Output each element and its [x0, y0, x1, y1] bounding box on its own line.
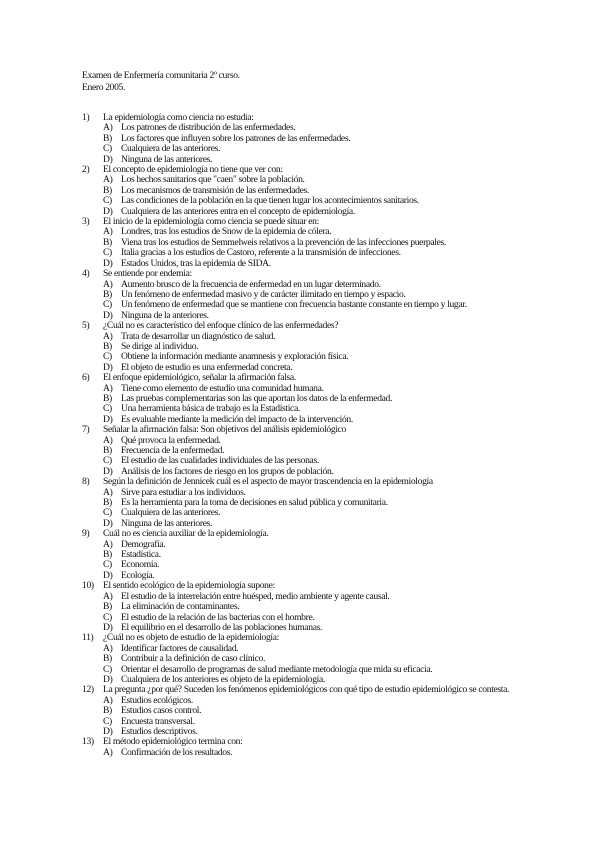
option-letter: A) — [103, 174, 113, 186]
option-letter: C) — [103, 143, 112, 155]
option-text: Estudios descriptivos. — [121, 725, 198, 737]
option-text: Contribuir a la definición de caso clínico. — [121, 653, 265, 665]
option-text: Estudios ecológicos. — [121, 694, 193, 706]
question-number: 12) — [82, 684, 94, 696]
option-letter: A) — [103, 538, 113, 550]
option-letter: C) — [103, 507, 112, 519]
option-letter: A) — [103, 642, 113, 654]
option-letter: C) — [103, 247, 112, 259]
question-text: El concepto de epidemiología no tiene que ver con: — [103, 164, 283, 176]
option-letter: B) — [103, 288, 112, 300]
question — [82, 217, 522, 269]
question — [82, 113, 522, 165]
option-letter: A) — [103, 278, 113, 290]
option-letter: B) — [103, 653, 112, 665]
option-text: Ninguna de las anteriores. — [121, 153, 213, 165]
option-letter: D) — [103, 569, 113, 581]
option-text: Trata de desarrollar un diagnóstico de salud. — [121, 330, 276, 342]
option-text: Confirmación de los resultados. — [121, 746, 233, 758]
option-letter: C) — [103, 299, 112, 311]
option-text: El objeto de estudio es una enfermedad concreta. — [121, 361, 293, 373]
question-number: 13) — [82, 736, 94, 748]
option-text: Los factores que influyen sobre los patrones de las enfermedades. — [121, 132, 351, 144]
question-text: Se entiende por endemia: — [103, 268, 192, 280]
option-text: Un fenómeno de enfermedad que se mantiene con frecuencia bastante constante en tiempo y lugar. — [121, 299, 467, 311]
question — [82, 581, 522, 633]
option-text: Aumento brusco de la frecuencia de enfermedad en un lugar determinado. — [121, 278, 381, 290]
option-letter: B) — [103, 445, 112, 456]
option-text: Viena tras los estudios de Semmelweis relativos a la prevención de las infecciones puerpales. — [121, 236, 446, 248]
question-text: El sentido ecológico de la epidemiología supone: — [103, 580, 275, 592]
option-text: Italia gracias a los estudios de Castoro, referente a la transmisión de infecciones. — [121, 247, 401, 259]
option-letter: D) — [103, 153, 113, 165]
option-letter: D) — [103, 621, 113, 633]
option-letter: C) — [103, 195, 112, 207]
question — [82, 373, 522, 425]
question-text: ¿Cuál no es característico del enfoque clínico de las enfermedades? — [103, 320, 339, 332]
option-letter: A) — [103, 226, 113, 238]
option-text: Londres, tras los estudios de Snow de la epidemia de cólera. — [121, 226, 332, 238]
exam-title: Examen de Enfermería comunitaria 2º curso. — [82, 70, 240, 81]
option-letter: D) — [103, 257, 113, 269]
question-number: 8) — [82, 476, 90, 488]
option-letter: D) — [103, 413, 113, 425]
option-letter: C) — [103, 559, 112, 571]
option-letter: C) — [103, 351, 112, 363]
option-text: Se dirige al individuo. — [121, 340, 199, 352]
option-text: Cualquiera de las anteriores. — [121, 143, 221, 155]
option-text: La eliminación de contaminantes. — [121, 601, 240, 613]
option-letter: B) — [103, 392, 112, 404]
option-letter: B) — [103, 549, 112, 561]
option-letter: C) — [103, 663, 112, 675]
question-number: 6) — [82, 372, 90, 384]
question-text: El enfoque epidemiológico, señalar la afirmación falsa. — [103, 372, 296, 384]
question-list — [82, 113, 522, 758]
option-letter: A) — [103, 590, 113, 602]
option-text: Las pruebas complementarias son las que aportan los datos de la enfermedad. — [121, 392, 393, 404]
option-text: Obtiene la información mediante anamnesis y exploración física. — [121, 351, 349, 363]
option-text: Orientar el desarrollo de programas de salud mediante metodología que mida su eficacia. — [121, 663, 433, 675]
question — [82, 321, 522, 373]
question — [82, 737, 522, 758]
option-text: Demografía. — [121, 538, 166, 550]
option-text: Qué provoca la enfermedad. — [121, 434, 221, 446]
option-letter: B) — [103, 340, 112, 352]
question-text: Señalar la afirmación falsa: Son objetivos del análisis epidemiológico — [103, 424, 346, 436]
option-text: Estados Unidos, tras la epidemia de SIDA. — [121, 257, 271, 269]
option-letter: B) — [103, 132, 112, 144]
exam-date: Enero 2005. — [82, 82, 126, 93]
question — [82, 633, 522, 685]
option-text: Frecuencia de la enfermedad. — [121, 445, 225, 456]
option-text: Es la herramienta para la toma de decisiones en salud pública y comunitaria. — [121, 497, 388, 509]
option-text: Estadística. — [121, 549, 161, 561]
question-text: La pregunta ¿por qué? Suceden los fenómenos epidemiológicos con qué tipo de estudio epidemiológico se contesta. — [103, 684, 510, 696]
option-letter: A) — [103, 434, 113, 446]
option-letter: B) — [103, 705, 112, 717]
option-letter: C) — [103, 611, 112, 623]
question-number: 9) — [82, 528, 90, 540]
option-letter: B) — [103, 184, 112, 196]
option-text: Los hechos sanitarios que "caen" sobre la población. — [121, 174, 305, 186]
option-text: Es evaluable mediante la medición del impacto de la intervención. — [121, 413, 353, 425]
question-number: 1) — [82, 112, 90, 123]
question — [82, 477, 522, 529]
option-text: Economía. — [121, 559, 160, 571]
option-text: Sirve para estudiar a los individuos. — [121, 486, 246, 498]
option-text: El equilibrio en el desarrollo de las poblaciones humanas. — [121, 621, 323, 633]
option-letter: D) — [103, 725, 113, 737]
option-text: Ninguna de la anteriores. — [121, 309, 209, 321]
option-text: Encuesta transversal. — [121, 715, 195, 727]
question — [82, 165, 522, 217]
option-letter: B) — [103, 497, 112, 509]
question-number: 11) — [82, 632, 94, 644]
option-letter: A) — [103, 330, 113, 342]
question-number: 2) — [82, 164, 90, 176]
answer-option — [103, 748, 522, 758]
option-letter: D) — [103, 673, 113, 685]
option-letter: D) — [103, 205, 113, 217]
question-number: 3) — [82, 216, 90, 228]
option-text: Las condiciones de la población en la que tienen lugar los acontecimientos sanitarios. — [121, 195, 419, 207]
option-text: Ninguna de las anteriores. — [121, 517, 213, 529]
question-number: 5) — [82, 320, 90, 332]
question-number: 7) — [82, 424, 90, 436]
option-text: El estudio de la relación de las bacterias con el hombre. — [121, 611, 315, 623]
option-text: Estudios casos control. — [121, 705, 202, 717]
option-text: Cualquiera de las anteriores. — [121, 507, 221, 519]
question — [82, 269, 522, 321]
option-letter: A) — [103, 382, 113, 394]
option-letter: D) — [103, 465, 113, 477]
option-text: Un fenómeno de enfermedad masivo y de carácter ilimitado en tiempo y espacio. — [121, 288, 406, 300]
option-letter: A) — [103, 694, 113, 706]
option-letter: C) — [103, 403, 112, 415]
answer-option — [103, 540, 522, 550]
option-text: Una herramienta básica de trabajo es la Estadística. — [121, 403, 300, 415]
option-text: Tiene como elemento de estudio una comunidad humana. — [121, 382, 324, 394]
answer-option — [103, 550, 522, 560]
option-text: El estudio de las cualidades individuales de las personas. — [121, 455, 319, 467]
option-letter: B) — [103, 601, 112, 613]
option-letter: D) — [103, 361, 113, 373]
option-letter: A) — [103, 746, 113, 758]
question-number: 4) — [82, 268, 90, 280]
option-text: Los patrones de distribución de las enfermedades. — [121, 122, 296, 134]
option-letter: C) — [103, 455, 112, 467]
option-letter: B) — [103, 236, 112, 248]
option-letter: C) — [103, 715, 112, 727]
option-text: El estudio de la interrelación entre huésped, medio ambiente y agente causal. — [121, 590, 390, 602]
option-letter: A) — [103, 486, 113, 498]
answer-option — [103, 560, 522, 570]
option-text: Cualquiera de los anteriores es objeto de la epidemiología. — [121, 673, 325, 685]
question — [82, 529, 522, 581]
question-text: ¿Cuál no es objeto de estudio de la epidemiología: — [103, 632, 279, 644]
question-text: El inicio de la epidemiología como ciencia se puede situar en: — [103, 216, 319, 228]
option-letter: D) — [103, 517, 113, 529]
question — [82, 425, 522, 477]
option-text: Ecología. — [121, 569, 155, 581]
question-text: La epidemiología como ciencia no estudia: — [103, 112, 254, 123]
option-letter: A) — [103, 122, 113, 134]
question-text: Según la definición de Jennicek cuál es el aspecto de mayor trascendencia en la epidemiología — [103, 476, 433, 488]
question-text: Cuál no es ciencia auxiliar de la epidemiología. — [103, 528, 269, 540]
option-text: Identificar factores de causalidad. — [121, 642, 239, 654]
question-text: El método epidemiológico termina con: — [103, 736, 243, 748]
option-text: Análisis de los factores de riesgo en los grupos de población. — [121, 465, 334, 477]
question-number: 10) — [82, 580, 94, 592]
option-letter: D) — [103, 309, 113, 321]
question — [82, 685, 522, 737]
option-text: Los mecanismos de transmisión de las enfermedades. — [121, 184, 309, 196]
option-text: Cualquiera de las anteriores entra en el concepto de epidemiología. — [121, 205, 355, 217]
